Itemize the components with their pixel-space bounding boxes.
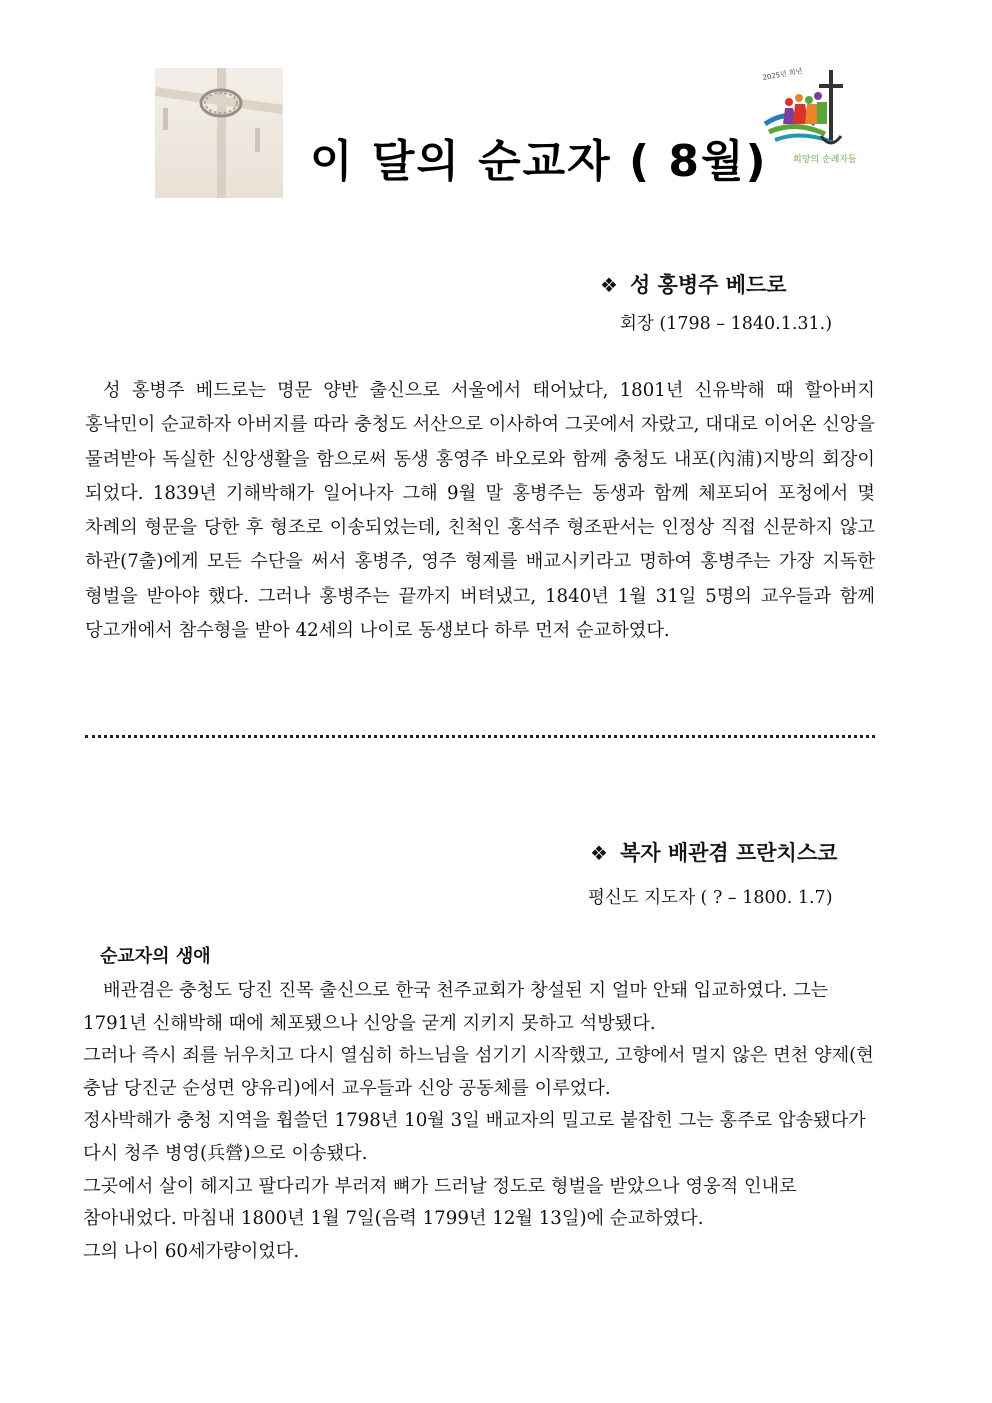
section2-subtitle: 평신도 지도자 ( ? – 1800. 1.7) bbox=[588, 888, 833, 908]
section2-paragraph: 그곳에서 살이 헤지고 팔다리가 부러져 뼈가 드러날 정도로 형벌을 받았으나 영웅적 인내로 참아내었다. 마침내 1800년 1월 7일(음력 1799년 12월 13일)에 순교하였다. bbox=[83, 1175, 797, 1230]
section1-heading bbox=[600, 270, 787, 300]
jubilee-pilgrims-of-hope-logo bbox=[755, 62, 865, 172]
diamond-bullet-icon: ❖ bbox=[600, 273, 618, 297]
section2-paragraph: 정사박해가 충청 지역을 휩쓸던 1798년 10월 3일 배교자의 밀고로 붙잡힌 그는 홍주로 압송됐다가 다시 청주 병영(兵營)으로 이송됐다. bbox=[83, 1110, 866, 1164]
section1-body: 성 홍병주 베드로는 명문 양반 출신으로 서울에서 태어났다, 1801년 신유박해 때 할아버지 홍낙민이 순교하자 아버지를 따라 충청도 서산으로 이사하여 그곳에서 자랐고, 대대로 이어온 신앙을 물려받아 독실한 신앙생활을 함으로써 동생 홍영주 바오로와 함께 충청도 내포(內浦)지방의 회장이 되었다. 1839년 기해박해가 일어나자 그해 9월 말 홍병주는 동생과 함께 체포되어 포청에서 몇 차례의 형문을 당한 후 형조로 이송되었는데, 친척인 홍석주 형조판서는 인정상 직접 신문하지 않고 하관(7출)에게 모든 수단을 써서 홍병주, 영주 형제를 배교시키라고 명하여 홍병주는 가장 지독한 형벌을 받아야 했다. 그러나 홍병주는 끝까지 버텨냈고, 1840년 1월 31일 5명의 교우들과 함께 당고개에서 참수형을 받아 42세의 나이로 동생보다 하루 먼저 순교하였다. bbox=[85, 380, 875, 642]
life-heading: 순교자의 생애 bbox=[100, 946, 211, 967]
section2-body bbox=[83, 975, 878, 1268]
diamond-bullet-icon: ❖ bbox=[590, 841, 608, 865]
svg-text:2025년 희년: 2025년 희년 bbox=[761, 67, 804, 82]
section-divider bbox=[85, 735, 875, 738]
section2-paragraph: 배관겸은 충청도 당진 진목 출신으로 한국 천주교회가 창설된 지 얼마 안돼 입교하였다. 그는 1791년 신해박해 때에 체포됐으나 신앙을 굳게 지키지 못하고 석방됐다. bbox=[83, 980, 829, 1034]
section2-heading bbox=[590, 838, 837, 868]
section1-name: 성 홍병주 베드로 bbox=[629, 273, 787, 297]
section1-subtitle: 회장 (1798 – 1840.1.31.) bbox=[620, 314, 833, 334]
cross-crown-of-thorns-image bbox=[155, 68, 283, 198]
section2-name: 복자 배관겸 프란치스코 bbox=[619, 841, 838, 865]
section2-paragraph: 그러나 즉시 죄를 뉘우치고 다시 열심히 하느님을 섬기기 시작했고, 고향에서 멀지 않은 면천 양제(현 충남 당진군 순성면 양유리)에서 교우들과 신앙 공동체를 이루었다. bbox=[83, 1045, 874, 1099]
page-title: 이 달의 순교자 ( 8월) bbox=[310, 136, 768, 187]
section2-paragraph: 그의 나이 60세가량이었다. bbox=[83, 1240, 300, 1262]
svg-text:희망의 순례자들: 희망의 순례자들 bbox=[793, 155, 857, 165]
